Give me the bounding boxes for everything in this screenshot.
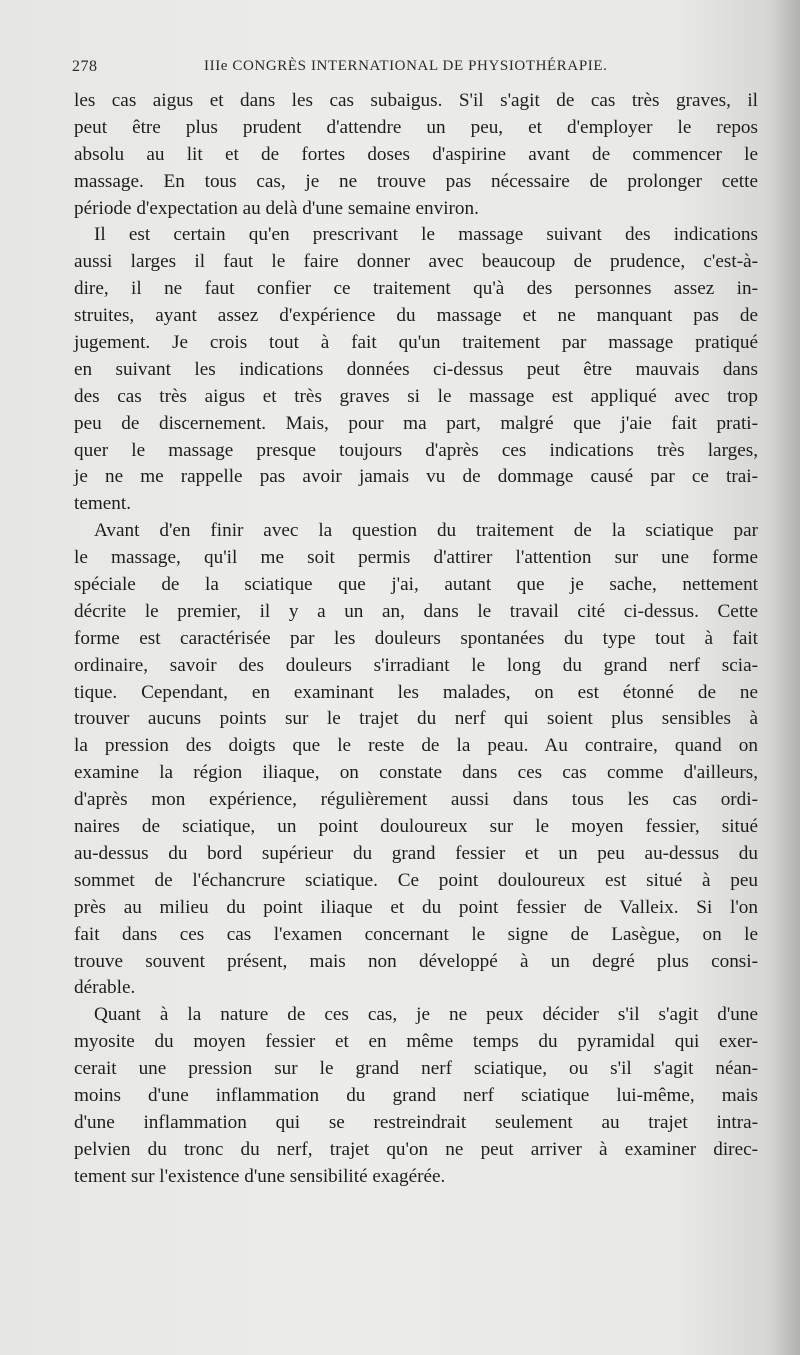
text-line: dire, il ne faut confier ce traitement qu'à des personnes assez in- — [74, 278, 758, 300]
text-line: le massage, qu'il me soit permis d'attirer l'attention sur une forme — [74, 547, 758, 569]
paragraph — [74, 518, 764, 1002]
text-line: absolu au lit et de fortes doses d'aspirine avant de commencer le — [74, 143, 758, 165]
text-line: myosite du moyen fessier et en même temps du pyramidal qui exer- — [74, 1031, 758, 1053]
text-line: Avant d'en finir avec la question du traitement de la sciatique par — [94, 520, 758, 542]
text-line: fait dans ces cas l'examen concernant le signe de Lasègue, on le — [74, 923, 758, 945]
text-line: examine la région iliaque, on constate dans ces cas comme d'ailleurs, — [74, 762, 758, 784]
page-edge-shadow — [772, 0, 800, 1355]
text-line: décrite le premier, il y a un an, dans le travail cité ci-dessus. Cette — [74, 600, 758, 622]
text-line: pelvien du tronc du nerf, trajet qu'on ne peut arriver à examiner direc- — [74, 1138, 758, 1160]
text-line: moins d'une inflammation du grand nerf sciatique lui-même, mais — [74, 1084, 758, 1106]
text-line: les cas aigus et dans les cas subaigus. S'il s'agit de cas très graves, il — [74, 90, 758, 111]
text-line: peut être plus prudent d'attendre un peu, et d'employer le repos — [74, 116, 758, 138]
text-line: tement. — [74, 493, 132, 515]
text-line: sommet de l'échancrure sciatique. Ce point douloureux est situé à peu — [74, 869, 758, 891]
running-head: IIIe CONGRÈS INTERNATIONAL DE PHYSIOTHÉRAPIE. — [204, 58, 608, 74]
text-line: d'une inflammation qui se restreindrait seulement au trajet intra- — [74, 1111, 758, 1133]
text-line: Quant à la nature de ces cas, je ne peux décider s'il s'agit d'une — [94, 1004, 758, 1026]
text-line: trouve souvent présent, mais non développé à un degré plus consi- — [74, 950, 758, 972]
page-number: 278 — [72, 58, 98, 75]
text-line: dérable. — [74, 977, 136, 999]
text-line: quer le massage presque toujours d'après ces indications très larges, — [74, 439, 758, 461]
text-line: jugement. Je crois tout à fait qu'un traitement par massage pratiqué — [74, 332, 758, 354]
text-line: massage. En tous cas, je ne trouve pas nécessaire de prolonger cette — [74, 170, 758, 192]
text-line: naires de sciatique, un point douloureux sur le moyen fessier, situé — [74, 816, 758, 838]
text-line: forme est caractérisée par les douleurs spontanées du type tout à fait — [74, 627, 758, 649]
text-line: Il est certain qu'en prescrivant le massage suivant des indications — [94, 224, 758, 246]
text-line: tique. Cependant, en examinant les malades, on est étonné de ne — [74, 681, 758, 703]
text-line: des cas très aigus et très graves si le massage est appliqué avec trop — [74, 385, 758, 407]
text-line: la pression des doigts que le reste de la peau. Au contraire, quand on — [74, 735, 758, 757]
text-line: d'après mon expérience, régulièrement aussi dans tous les cas ordi- — [74, 789, 758, 811]
text-line: cerait une pression sur le grand nerf sciatique, ou s'il s'agit néan- — [74, 1058, 758, 1080]
text-line: période d'expectation au delà d'une semaine environ. — [74, 197, 479, 219]
page-header — [72, 58, 612, 80]
body-text — [74, 88, 764, 1191]
text-line: trouver aucuns points sur le trajet du nerf qui soient plus sensibles à — [74, 708, 758, 730]
text-line: près au milieu du point iliaque et du point fessier de Valleix. Si l'on — [74, 896, 758, 918]
paragraph — [74, 88, 764, 222]
text-line: je ne me rappelle pas avoir jamais vu de dommage causé par ce trai- — [74, 466, 758, 488]
text-line: peu de discernement. Mais, pour ma part, malgré que j'aie fait prati- — [74, 412, 758, 434]
text-line: en suivant les indications données ci-dessus peut être mauvais dans — [74, 358, 758, 380]
paragraph — [74, 1002, 764, 1190]
text-line: spéciale de la sciatique que j'ai, autant que je sache, nettement — [74, 574, 758, 596]
text-line: aussi larges il faut le faire donner avec beaucoup de prudence, c'est-à- — [74, 251, 758, 273]
text-line: struites, ayant assez d'expérience du massage et ne manquant pas de — [74, 305, 758, 327]
text-line: ordinaire, savoir des douleurs s'irradiant le long du grand nerf scia- — [74, 654, 758, 676]
paragraph — [74, 222, 764, 518]
text-line: tement sur l'existence d'une sensibilité exagérée. — [74, 1165, 446, 1187]
text-line: au-dessus du bord supérieur du grand fessier et un peu au-dessus du — [74, 842, 758, 864]
